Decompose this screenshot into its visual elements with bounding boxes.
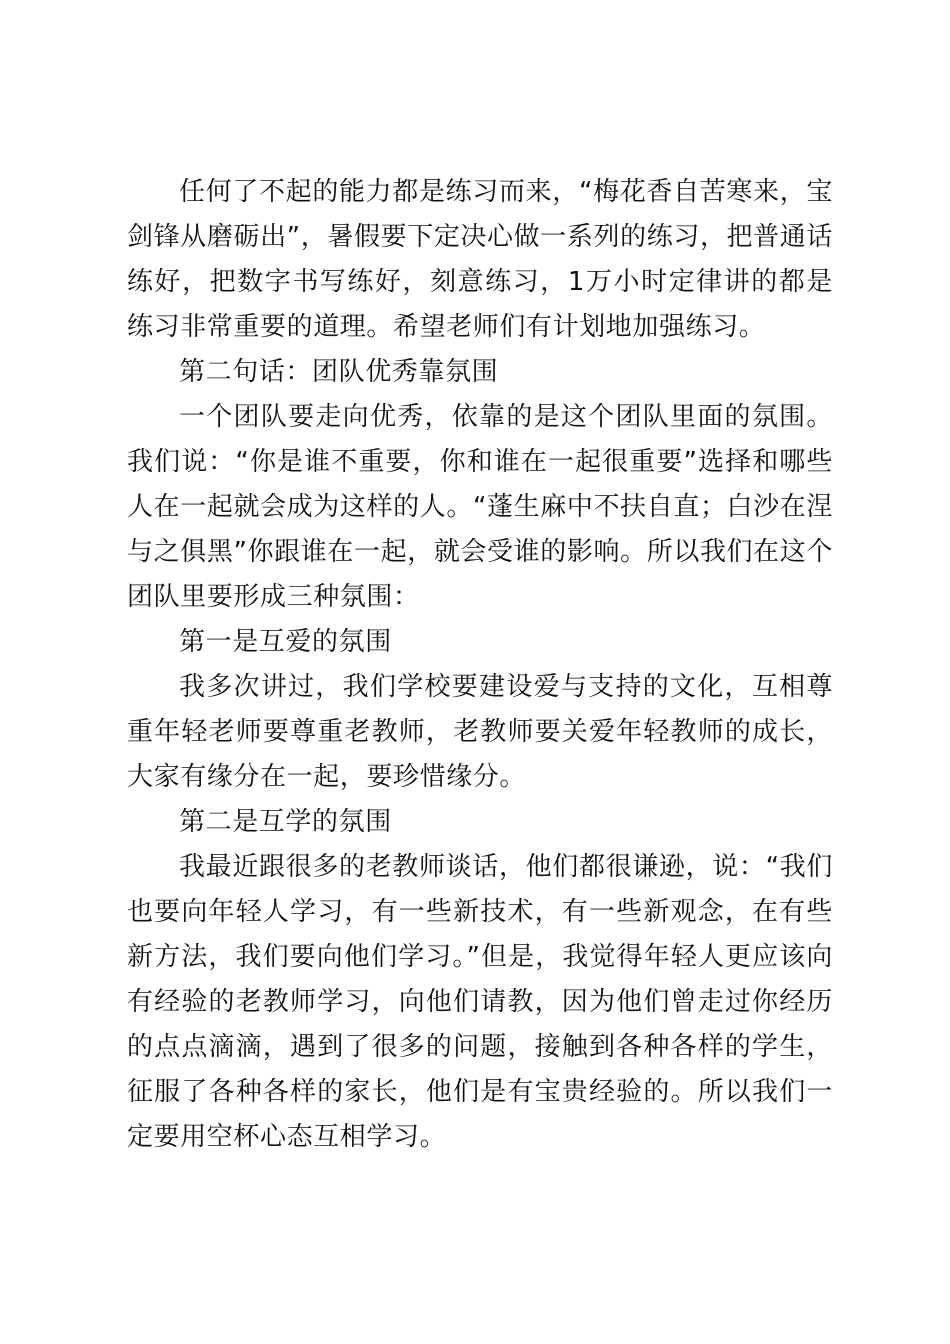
paragraph-mutual-learning: 我最近跟很多的老教师谈话，他们都很谦逊，说：“我们也要向年轻人学习，有一些新技术，有一些新观念，在有些新方法，我们要向他们学习。”但是，我觉得年轻人更应该向有经验的老教师学习，向他们请教，因为他们曾走过你经历的点点滴滴，遇到了很多的问题，接触到各种各样的学生，征服了各种各样的家长，他们是有宝贵经验的。所以我们一定要用空杯心态互相学习。 bbox=[127, 852, 833, 1152]
document-body bbox=[127, 170, 833, 1160]
subheading-mutual-love: 第一是互爱的氛围 bbox=[179, 627, 392, 657]
paragraph-practice: 任何了不起的能力都是练习而来，“梅花香自苦寒来，宝剑锋从磨砺出”，暑假要下定决心做一系列的练习，把普通话练好，把数字书写练好，刻意练习，1万小时定律讲的都是练习非常重要的道理。希望老师们有计划地加强练习。 bbox=[127, 177, 833, 342]
paragraph-team-atmosphere: 一个团队要走向优秀，依靠的是这个团队里面的氛围。我们说：“你是谁不重要，你和谁在一起很重要”选择和哪些人在一起就会成为这样的人。“蓬生麻中不扶自直；白沙在涅与之俱黑”你跟谁在一起，就会受谁的影响。所以我们在这个团队里要形成三种氛围： bbox=[127, 402, 833, 612]
paragraph-mutual-love: 我多次讲过，我们学校要建设爱与支持的文化，互相尊重年轻老师要尊重老教师，老教师要关爱年轻教师的成长，大家有缘分在一起，要珍惜缘分。 bbox=[127, 672, 833, 792]
section-heading-team-atmosphere: 第二句话：团队优秀靠氛围 bbox=[179, 357, 499, 387]
subheading-mutual-learning: 第二是互学的氛围 bbox=[179, 807, 392, 837]
